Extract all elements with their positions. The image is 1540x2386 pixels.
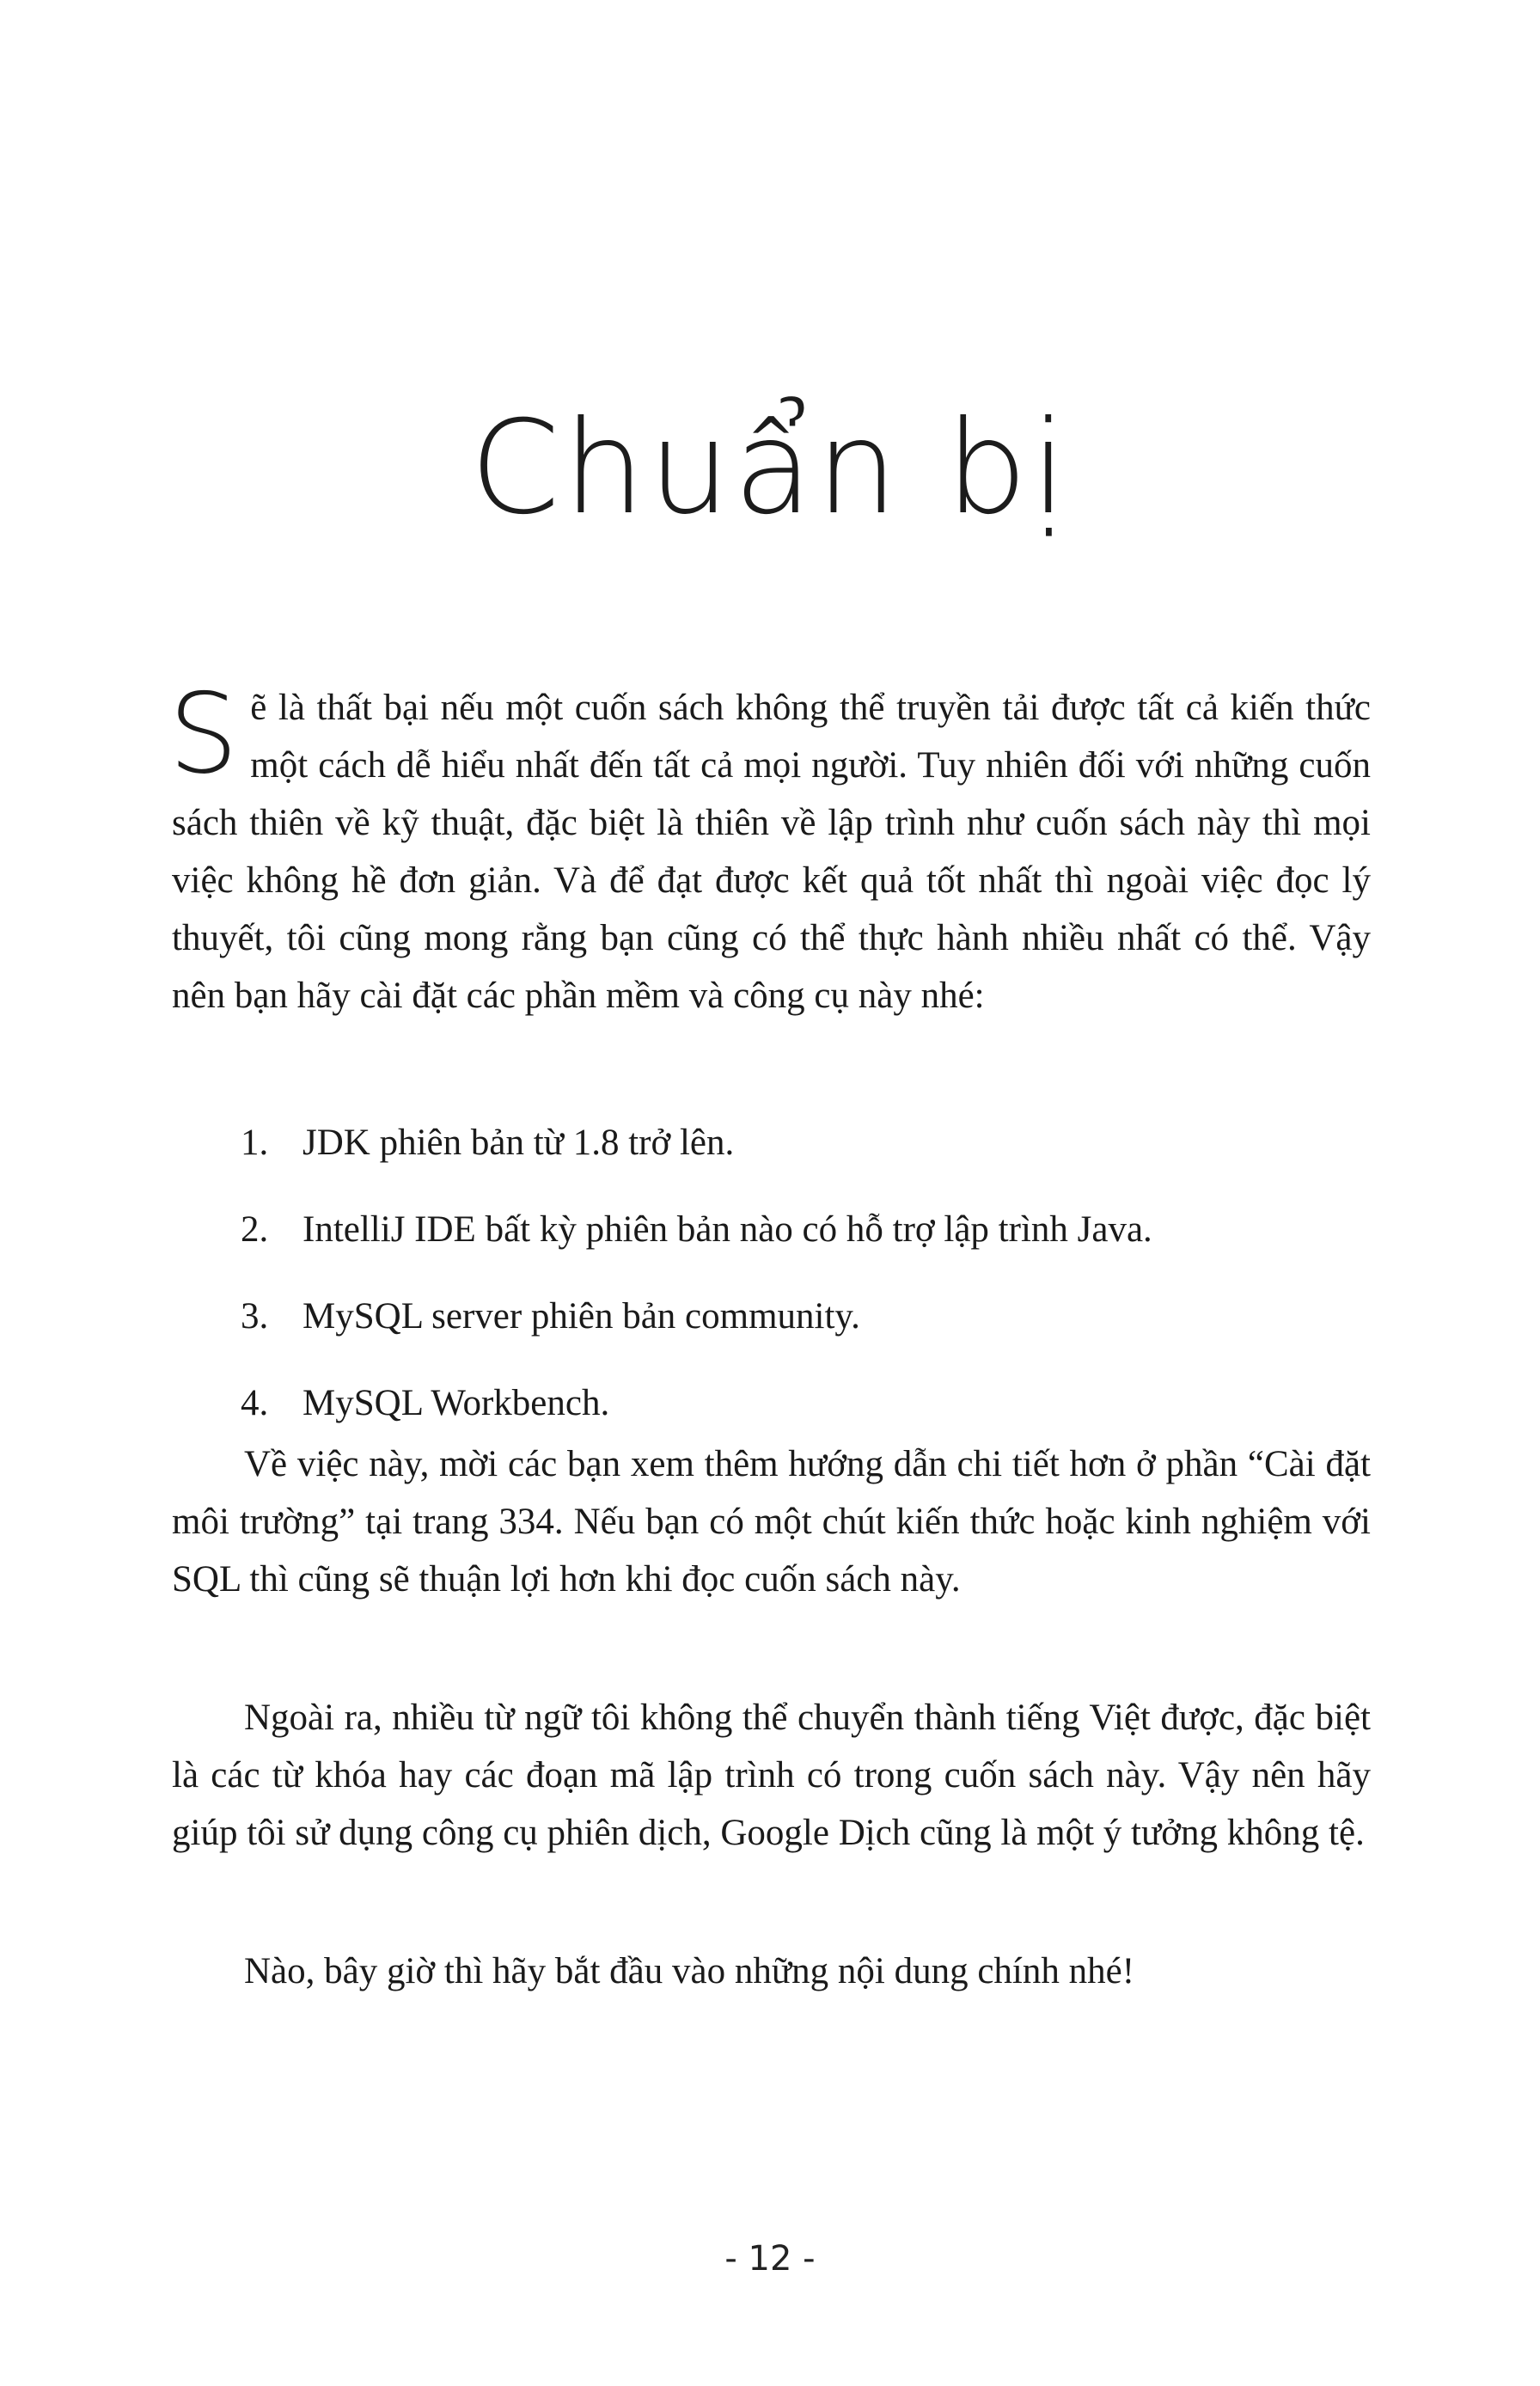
list-item [241, 1122, 1358, 1208]
list-item-text: MySQL Workbench. [302, 1383, 610, 1423]
paragraph-closing: Nào, bây giờ thì hãy bắt đầu vào những nội dung chính nhé! [244, 1951, 1135, 1991]
chapter-title: Chuẩn bị [469, 394, 1071, 543]
list-item-number: 2. [241, 1209, 269, 1250]
paragraph-environment-setup: Về việc này, mời các bạn xem thêm hướng dẫn chi tiết hơn ở phần “Cài đặt môi trường” tại trang 334. Nếu bạn có một chút kiến thức hoặc kinh nghiệm với SQL thì cũng sẽ thuận lợi hơn khi đọc cuốn sách này. [172, 1444, 1371, 1600]
list-item-number: 4. [241, 1383, 269, 1423]
paragraph-translation-note: Ngoài ra, nhiều từ ngữ tôi không thể chuyển thành tiếng Việt được, đặc biệt là các từ khóa hay các đoạn mã lập trình có trong cuốn sách này. Vậy nên hãy giúp tôi sử dụng công cụ phiên dịch, Google Dịch cũng là một ý tưởng không tệ. [172, 1698, 1371, 1853]
setup-steps-list [241, 1122, 1358, 1469]
list-item-text: JDK phiên bản từ 1.8 trở lên. [302, 1123, 735, 1163]
page-number: - 12 - [724, 2239, 816, 2279]
list-item-text: IntelliJ IDE bất kỳ phiên bản nào có hỗ trợ lập trình Java. [302, 1209, 1152, 1250]
list-item-number: 3. [241, 1296, 269, 1337]
intro-text: ẽ là thất bại nếu một cuốn sách không thể truyền tải được tất cả kiến thức một cách dễ hiểu nhất đến tất cả mọi người. Tuy nhiên đối với những cuốn sách thiên về kỹ thuật, đặc biệt là thiên về lập trình như cuốn sách này thì mọi việc không hề đơn giản. Và để đạt được kết quả tốt nhất thì ngoài việc đọc lý thuyết, tôi cũng mong rằng bạn cũng có thể thực hành nhiều nhất có thể. Vậy nên bạn hãy cài đặt các phần mềm và công cụ này nhé: [172, 688, 1371, 1016]
list-item [241, 1295, 1358, 1382]
list-item-text: MySQL server phiên bản community. [302, 1296, 860, 1337]
drop-cap: S [168, 670, 239, 798]
list-item [241, 1208, 1358, 1295]
intro-paragraph [168, 670, 1371, 1025]
list-item-number: 1. [241, 1123, 269, 1163]
